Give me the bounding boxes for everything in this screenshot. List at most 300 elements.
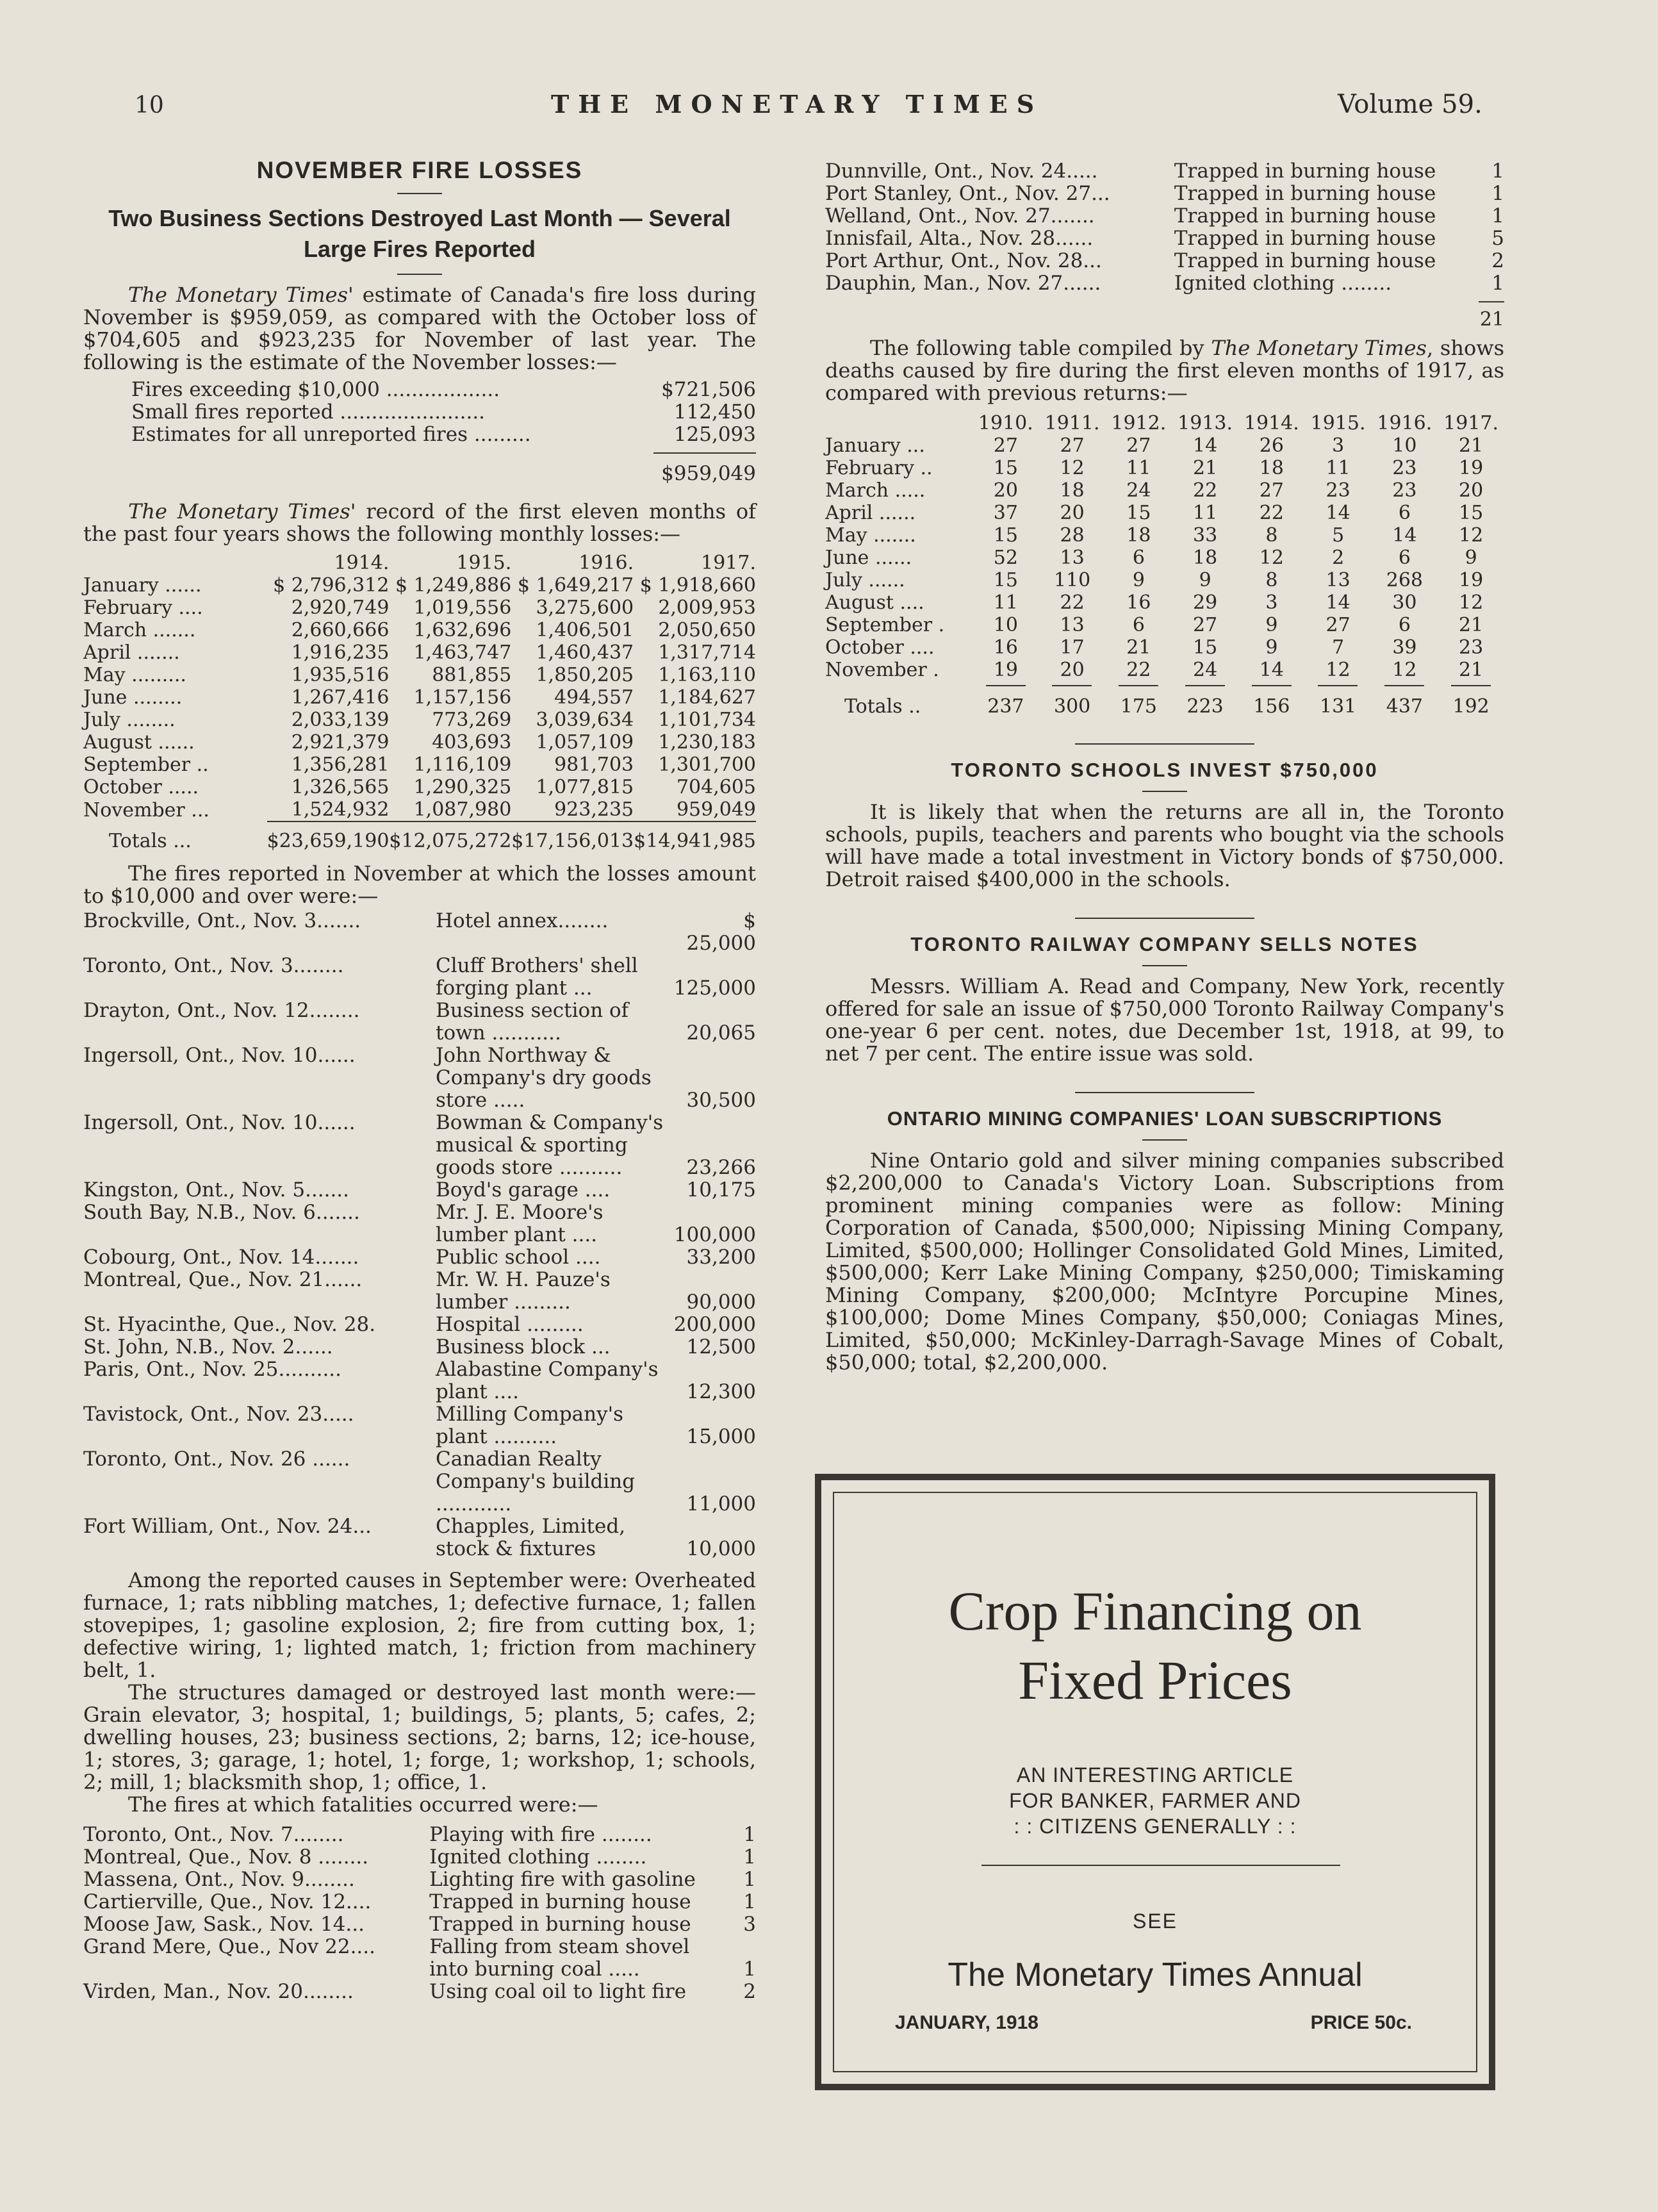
fire-location: Toronto, Ont., Nov. 3........: [83, 954, 344, 977]
month-label: April ......: [825, 502, 916, 524]
table-cell: 20: [1459, 479, 1484, 502]
fatality-location: Massena, Ont., Nov. 9........: [83, 1868, 355, 1891]
month-label: April .......: [83, 641, 180, 664]
fatality-count: 1: [743, 1890, 756, 1913]
fire-property: Mr. J. E. Moore's lumber plant ....: [436, 1201, 603, 1246]
table-row: [825, 659, 1504, 681]
table-cell: 3: [1265, 591, 1278, 614]
list-item: [825, 250, 1504, 272]
table-cell: 14: [1193, 434, 1218, 457]
column-header: 1915.: [456, 552, 512, 574]
table-cell: 28: [1060, 524, 1085, 547]
table-cell: 10: [993, 614, 1018, 636]
fatality-cause: Ignited clothing ........: [429, 1845, 647, 1869]
fatalities-intro: The fires at which fatalities occurred were:—: [128, 1792, 598, 1817]
table-cell: 2,921,379: [291, 731, 390, 754]
fire-deaths-table: [825, 412, 1504, 718]
fire-property: Boyd's garage ....: [436, 1178, 611, 1201]
table-row: [83, 754, 756, 776]
table-cell: $ 1,649,217: [517, 574, 634, 597]
table-cell: 1,077,815: [536, 776, 634, 798]
fatality-cause: Using coal oil to light fire: [429, 1980, 687, 2003]
table-cell: $ 1,918,660: [639, 574, 756, 597]
deaths-intro: The following table compiled by The Monetary Times, shows deaths caused by fire during the first eleven months of 1917, as compared with previous returns:—: [825, 336, 1505, 405]
month-label: May .........: [83, 664, 186, 686]
fatality-location: Dauphin, Man., Nov. 27......: [825, 272, 1101, 295]
fire-loss-amount: 90,000: [686, 1291, 756, 1314]
fatality-cause: Playing with fire ........: [429, 1823, 652, 1846]
table-cell: 15: [1459, 502, 1484, 524]
table-cell: 27: [1126, 434, 1151, 457]
estimate-row: Fires exceeding $10,000 .................. $721,506: [131, 378, 756, 401]
divider: [1142, 965, 1187, 966]
fire-property: Bowman & Company's musical & sporting goods store ..........: [436, 1111, 664, 1179]
table-cell: $17,156,013: [511, 821, 634, 852]
fire-loss-amount: 125,000: [673, 977, 756, 1000]
table-cell: 6: [1132, 614, 1145, 636]
table-cell: 192: [1438, 681, 1504, 718]
fire-loss-amount: 33,200: [686, 1246, 756, 1269]
table-cell: 15: [993, 457, 1018, 479]
table-cell: 3,275,600: [536, 597, 634, 619]
table-cell: 29: [1193, 591, 1218, 614]
table-cell: 52: [993, 547, 1018, 569]
month-label: March .......: [83, 619, 196, 641]
fatality-location: Welland, Ont., Nov. 27.......: [825, 204, 1095, 227]
monthly-loss-table: [83, 552, 756, 852]
ad-date: JANUARY, 1918: [895, 2012, 1038, 2033]
table-cell: 19: [1459, 457, 1484, 479]
list-item: [825, 205, 1504, 227]
table-cell: 2,660,666: [291, 619, 390, 641]
table-cell: 18: [1126, 524, 1151, 547]
estimate-row: Small fires reported ....................... 112,450: [131, 400, 756, 424]
table-cell: 27: [993, 434, 1018, 457]
table-cell: 9: [1265, 614, 1278, 636]
right-column: [825, 160, 1504, 1374]
month-label: November ...: [83, 798, 209, 821]
table-row: [825, 614, 1504, 636]
table-cell: 20: [993, 479, 1018, 502]
fire-property: Alabastine Company's plant ....: [436, 1358, 659, 1403]
column-header: 1916.: [579, 552, 634, 574]
table-cell: 12: [1060, 457, 1085, 479]
fatality-location: Port Stanley, Ont., Nov. 27...: [825, 182, 1110, 205]
advertisement-box: [815, 1474, 1495, 2090]
fire-loss-amount: 11,000: [686, 1492, 756, 1515]
table-cell: 1,184,627: [658, 686, 756, 709]
fatalities-total: 21: [825, 301, 1504, 331]
table-cell: 131: [1305, 681, 1372, 718]
fatality-count: 2: [1491, 249, 1504, 272]
large-fires-list: [83, 910, 756, 1560]
fire-property: John Northway & Company's dry goods store .....: [436, 1044, 652, 1112]
fatality-location: Toronto, Ont., Nov. 7........: [83, 1823, 344, 1846]
list-item: [83, 1246, 756, 1269]
fatality-count: 1: [1491, 204, 1504, 227]
table-cell: 21: [1459, 614, 1484, 636]
fire-property: Business block ...: [436, 1335, 611, 1358]
column-header: 1916.: [1377, 412, 1432, 434]
list-item: [83, 1044, 756, 1112]
publication-title: THE MONETARY TIMES: [551, 90, 1044, 119]
fatality-location: Montreal, Que., Nov. 8 ........: [83, 1845, 369, 1869]
table-cell: 1,087,980: [413, 798, 512, 821]
table-cell: 12: [1259, 547, 1284, 569]
fire-property: Cluff Brothers' shell forging plant ...: [436, 954, 638, 1000]
table-cell: 15: [993, 524, 1018, 547]
fires-intro: The fires reported in November at which the losses amount to $10,000 and over were:—: [83, 861, 756, 908]
fire-property: Business section of town ...........: [436, 999, 629, 1044]
list-item: [83, 1201, 756, 1246]
fire-location: Ingersoll, Ont., Nov. 10......: [83, 1111, 356, 1134]
table-cell: 17: [1060, 636, 1085, 659]
estimate-list: [83, 379, 756, 485]
table-cell: 1,524,932: [291, 798, 390, 821]
table-cell: 1,632,696: [413, 619, 512, 641]
table-cell: 12: [1459, 591, 1484, 614]
table-cell: 21: [1193, 457, 1218, 479]
fatality-location: Port Arthur, Ont., Nov. 28...: [825, 249, 1102, 272]
table-cell: 37: [993, 502, 1018, 524]
month-label: February ....: [83, 597, 203, 619]
ad-price: PRICE 50c.: [1310, 2012, 1412, 2033]
list-item: [83, 1112, 756, 1179]
divider: [1142, 1139, 1187, 1141]
table-cell: 16: [1126, 591, 1151, 614]
table-cell: 9: [1465, 547, 1477, 569]
table-cell: 22: [1060, 591, 1085, 614]
fire-loss-amount: 12,500: [686, 1335, 756, 1358]
totals-label: Totals ...: [109, 829, 192, 852]
fatalities-list: [83, 1824, 756, 2003]
month-label: July ........: [83, 709, 176, 731]
fire-loss-amount: 100,000: [673, 1223, 756, 1246]
month-label: March .....: [825, 479, 926, 502]
table-cell: 18: [1060, 479, 1085, 502]
table-cell: 1,301,700: [658, 754, 756, 776]
table-cell: 2,920,749: [291, 597, 390, 619]
table-cell: 923,235: [554, 798, 634, 821]
article-subtitle: Two Business Sections Destroyed Last Month — Several Large Fires Reported: [108, 205, 731, 262]
table-cell: 20: [1060, 659, 1085, 681]
table-cell: 11: [1326, 457, 1350, 479]
table-cell: 1,460,437: [536, 641, 634, 664]
fatality-count: 1: [743, 1958, 756, 1981]
list-item: [83, 1448, 756, 1515]
fatality-cause: Trapped in burning house: [1174, 182, 1436, 205]
fatality-count: 1: [1491, 182, 1504, 205]
table-cell: 19: [993, 659, 1018, 681]
table-row: [83, 709, 756, 731]
table-cell: $14,941,985: [634, 821, 756, 852]
table-cell: 27: [1259, 479, 1284, 502]
table-cell: 14: [1326, 591, 1350, 614]
fatalities-list-continued: [825, 160, 1504, 295]
fatality-cause: Ignited clothing ........: [1174, 272, 1392, 295]
article-body: Nine Ontario gold and silver mining companies subscribed $2,200,000 to Canada's Victory Loan. Subscriptions from prominent mining companies were as follow: Mining Corporation of Canada, $500,000; Nipissing Mining Company, Limited, $500,000; Hollinger Consolidated Gold Mines, Limited, $500,000; Kerr Lake Mining Company, $250,000; Timiskaming Mining Company, $200,000; McIntyre Porcupine Mines, $100,000; Dome Mines Company, $50,000; Coniagas Mines, Limited, $50,000; McKinley-Darragh-Savage Mines of Cobalt, $50,000; total, $2,200,000.: [825, 1148, 1504, 1374]
table-cell: 15: [1193, 636, 1218, 659]
table-cell: 1,356,281: [291, 754, 390, 776]
table-row: [83, 776, 756, 798]
section-divider: [1075, 918, 1254, 919]
list-item: [83, 1824, 756, 1846]
fatality-cause: Lighting fire with gasoline: [429, 1868, 696, 1891]
table-cell: 9: [1132, 569, 1145, 591]
ad-see-label: SEE: [1132, 1910, 1178, 1933]
table-cell: 13: [1060, 614, 1085, 636]
table-cell: 3,039,634: [536, 709, 634, 731]
ad-publication-name: The Monetary Times Annual: [948, 1956, 1363, 1993]
fatality-count: 1: [743, 1868, 756, 1891]
table-cell: 14: [1326, 502, 1350, 524]
divider: [397, 193, 442, 194]
table-cell: 9: [1265, 636, 1278, 659]
table-row: [83, 686, 756, 709]
list-item: [83, 1403, 756, 1448]
column-header: 1914.: [334, 552, 390, 574]
table-cell: 21: [1459, 434, 1484, 457]
column-header: 1913.: [1178, 412, 1233, 434]
column-header: 1910.: [978, 412, 1033, 434]
fatality-count: 1: [1491, 272, 1504, 295]
fire-location: Drayton, Ont., Nov. 12........: [83, 999, 360, 1022]
table-cell: 959,049: [676, 798, 756, 821]
table-cell: 10: [1392, 434, 1417, 457]
table-cell: 881,855: [432, 664, 512, 686]
table-cell: 12: [1392, 659, 1417, 681]
fire-location: South Bay, N.B., Nov. 6.......: [83, 1201, 360, 1224]
list-item: [83, 1358, 756, 1403]
table-cell: 23: [1459, 636, 1484, 659]
table-cell: 27: [1060, 434, 1085, 457]
fatality-location: Moose Jaw, Sask., Nov. 14...: [83, 1913, 365, 1936]
table-cell: $23,659,190: [267, 821, 390, 852]
month-label: February ..: [825, 457, 933, 479]
table-cell: 23: [1392, 457, 1417, 479]
table-cell: 27: [1326, 614, 1350, 636]
table-cell: 24: [1126, 479, 1151, 502]
table-cell: 5: [1332, 524, 1345, 547]
list-item: [83, 1913, 756, 1936]
table-cell: 21: [1459, 659, 1484, 681]
section-title: ONTARIO MINING COMPANIES' LOAN SUBSCRIPTIONS: [887, 1107, 1443, 1130]
table-cell: 15: [993, 569, 1018, 591]
table-row: [825, 434, 1504, 457]
column-header: 1915.: [1310, 412, 1366, 434]
table-cell: 16: [993, 636, 1018, 659]
table-cell: 110: [1053, 569, 1091, 591]
totals-row: [83, 821, 756, 852]
fatality-count: 1: [743, 1845, 756, 1869]
table-row: [83, 597, 756, 619]
fire-property: Mr. W. H. Pauze's lumber .........: [436, 1268, 611, 1314]
fire-loss-amount: 10,000: [686, 1537, 756, 1560]
month-label: October ....: [825, 636, 935, 659]
fire-location: Brockville, Ont., Nov. 3.......: [83, 909, 361, 932]
estimate-row: Estimates for all unreported fires ......... 125,093: [131, 423, 756, 446]
fatality-location: Innisfail, Alta., Nov. 28......: [825, 227, 1094, 250]
table-cell: 22: [1259, 502, 1284, 524]
table-cell: 12: [1326, 659, 1350, 681]
month-label: September .: [825, 614, 945, 636]
list-item: [83, 1846, 756, 1869]
table-cell: 22: [1126, 659, 1151, 681]
table-row: [83, 731, 756, 754]
section-title: TORONTO RAILWAY COMPANY SELLS NOTES: [910, 933, 1419, 955]
intro-paragraph: The Monetary Times' estimate of Canada's fire loss during November is $959,059, as compared with the October loss of $704,605 and $923,235 for November of last year. The following is the estimate of the November losses:—: [83, 283, 756, 374]
table-cell: 13: [1060, 547, 1085, 569]
totals-row: [825, 681, 1504, 718]
table-cell: 175: [1106, 681, 1172, 718]
table-cell: 1,326,565: [291, 776, 390, 798]
table-cell: 704,605: [676, 776, 756, 798]
month-label: August ......: [83, 731, 195, 754]
table-cell: 1,935,516: [291, 664, 390, 686]
fire-property: Public school ....: [436, 1246, 601, 1269]
table-cell: 1,267,416: [291, 686, 390, 709]
table-cell: 15: [1126, 502, 1151, 524]
fatality-count: 3: [743, 1913, 756, 1936]
fatality-location: Dunnville, Ont., Nov. 24.....: [825, 160, 1098, 183]
estimate-total: $959,049: [661, 462, 756, 485]
fire-loss-amount: 12,300: [686, 1380, 756, 1403]
divider: [653, 452, 756, 454]
list-item: [83, 1891, 756, 1913]
table-row: [83, 664, 756, 686]
fatality-count: 2: [743, 1980, 756, 2003]
table-cell: 1,157,156: [413, 686, 512, 709]
list-item: [83, 1269, 756, 1314]
table-row: [825, 547, 1504, 569]
article-title: NOVEMBER FIRE LOSSES: [256, 157, 583, 183]
fire-loss-amount: $ 25,000: [686, 909, 756, 955]
fatality-cause: Trapped in burning house: [429, 1890, 691, 1913]
table-cell: $ 2,796,312: [273, 574, 390, 597]
fire-loss-amount: 10,175: [686, 1178, 756, 1201]
table-row: [825, 524, 1504, 547]
month-label: May .......: [825, 524, 916, 547]
table-cell: 23: [1392, 479, 1417, 502]
table-row: [825, 591, 1504, 614]
table-cell: 33: [1193, 524, 1218, 547]
list-item: [83, 910, 756, 955]
fatality-cause: Trapped in burning house: [1174, 249, 1436, 272]
table-cell: 18: [1259, 457, 1284, 479]
fire-location: Cobourg, Ont., Nov. 14.......: [83, 1246, 359, 1269]
fatality-cause: Trapped in burning house: [1174, 160, 1436, 183]
fire-location: Kingston, Ont., Nov. 5.......: [83, 1178, 350, 1201]
table-cell: 19: [1459, 569, 1484, 591]
table-cell: 23: [1326, 479, 1350, 502]
table-cell: 1,290,325: [413, 776, 512, 798]
left-column: [83, 157, 756, 2003]
table-cell: 27: [1193, 614, 1218, 636]
month-label: July ......: [825, 569, 905, 591]
table-cell: 39: [1392, 636, 1417, 659]
list-item: [825, 272, 1504, 295]
structures-paragraph: The structures damaged or destroyed last month were:— Grain elevator, 3; hospital, 1; buildings, 5; plants, 5; cafes, 2; dwelling houses, 23; business sections, 2; barns, 12; ice-house, 1; stores, 3; garage, 1; hotel, 1; forge, 1; workshop, 1; schools, 2; mill, 1; blacksmith shop, 1; office, 1.: [83, 1680, 756, 1794]
table-cell: 1,317,714: [658, 641, 756, 664]
table-cell: 20: [1060, 502, 1085, 524]
fire-property: Chapples, Limited, stock & fixtures: [436, 1515, 626, 1560]
list-item: [83, 1336, 756, 1358]
column-header: 1914.: [1244, 412, 1299, 434]
table-cell: 18: [1193, 547, 1218, 569]
fatality-count: 1: [743, 1823, 756, 1846]
list-item: [83, 1981, 756, 2003]
table-cell: 14: [1259, 659, 1284, 681]
divider: [397, 274, 442, 275]
fire-loss-amount: 15,000: [686, 1425, 756, 1448]
table-cell: 1,850,205: [536, 664, 634, 686]
fatality-cause: Trapped in burning house: [1174, 227, 1436, 250]
table-row: [825, 479, 1504, 502]
article-body: Messrs. William A. Read and Company, New York, recently offered for sale an issue of $750,000 Toronto Railway Company's one-year 6 per cent. notes, due December 1st, 1918, at 99, to net 7 per cent. The entire issue was sold.: [825, 974, 1504, 1066]
section-divider: [1075, 743, 1254, 745]
table-cell: 981,703: [554, 754, 634, 776]
table-cell: 223: [1172, 681, 1238, 718]
column-header: 1917.: [701, 552, 756, 574]
ad-subtitle: AN INTERESTING ARTICLE FOR BANKER, FARMER AND : : CITIZENS GENERALLY : :: [1009, 1763, 1301, 1838]
list-item: [83, 1869, 756, 1891]
table-cell: 1,163,110: [658, 664, 756, 686]
totals-label: Totals ..: [844, 695, 921, 718]
table-cell: 1,406,501: [536, 619, 634, 641]
table-cell: $12,075,272: [389, 821, 511, 852]
fire-location: Fort William, Ont., Nov. 24...: [83, 1515, 372, 1538]
fatality-cause: Trapped in burning house: [429, 1913, 691, 1936]
fire-location: Paris, Ont., Nov. 25..........: [83, 1358, 342, 1381]
month-label: November .: [825, 659, 939, 681]
column-header: 1912.: [1111, 412, 1167, 434]
table-row: [83, 619, 756, 641]
ad-headline: Crop Financing on Fixed Prices: [948, 1580, 1362, 1711]
fire-property: Canadian Realty Company's building ............: [436, 1448, 636, 1515]
table-cell: 1,019,556: [413, 597, 512, 619]
table-cell: 2: [1332, 547, 1345, 569]
section-divider: [1075, 1092, 1254, 1093]
list-item: [83, 1314, 756, 1336]
month-label: June ........: [83, 686, 183, 709]
column-header: 1911.: [1044, 412, 1100, 434]
table-cell: 6: [1398, 502, 1411, 524]
fire-location: Toronto, Ont., Nov. 26 ......: [83, 1448, 350, 1471]
table-cell: 300: [1039, 681, 1106, 718]
fatality-location: Virden, Man., Nov. 20........: [83, 1980, 354, 2003]
fire-loss-amount: 30,500: [686, 1089, 756, 1112]
page-header: [0, 90, 1658, 128]
table-cell: 156: [1238, 681, 1305, 718]
table-row: [825, 502, 1504, 524]
list-item: [83, 955, 756, 1000]
table-row: [825, 636, 1504, 659]
fire-loss-amount: 20,065: [686, 1021, 756, 1044]
fatality-cause: Falling from steam shovel into burning coal .....: [429, 1935, 690, 1981]
table-cell: 11: [1126, 457, 1151, 479]
table-cell: 11: [993, 591, 1018, 614]
fire-property: Hotel annex........: [436, 909, 609, 932]
volume-label: Volume 59.: [1338, 90, 1482, 119]
table-cell: 1,101,734: [658, 709, 756, 731]
table-row: [825, 457, 1504, 479]
table-cell: 24: [1193, 659, 1218, 681]
table-cell: 11: [1193, 502, 1218, 524]
divider: [981, 1865, 1340, 1866]
table-cell: 9: [1199, 569, 1211, 591]
table-cell: 1,463,747: [413, 641, 512, 664]
table-cell: 6: [1398, 614, 1411, 636]
